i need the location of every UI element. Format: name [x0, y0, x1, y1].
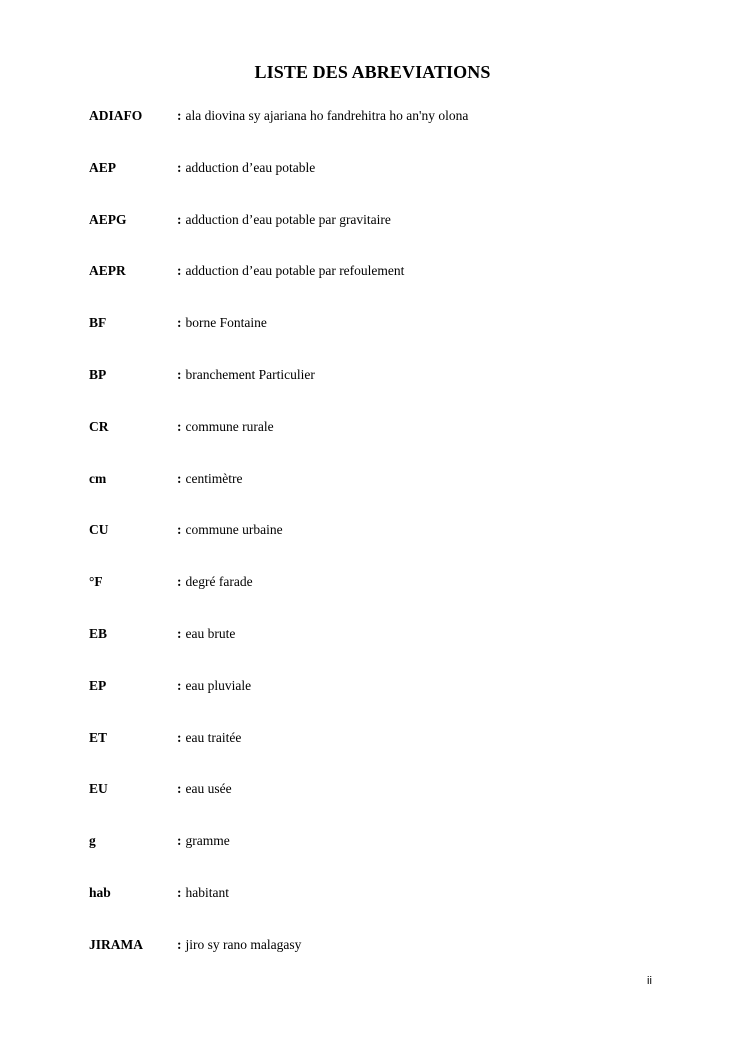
separator: :: [177, 833, 182, 849]
abbreviation-definition: commune urbaine: [185, 522, 283, 538]
abbreviation-term: EB: [89, 625, 108, 641]
abbreviation-term: cm: [89, 470, 107, 486]
abbreviation-row: [89, 159, 689, 211]
abbreviation-definition: adduction d’eau potable: [185, 159, 316, 175]
abbreviation-row: [89, 625, 689, 677]
abbreviation-row: [89, 521, 689, 573]
separator: :: [177, 470, 182, 486]
abbreviation-term: ADIAFO: [89, 108, 143, 123]
abbreviation-definition: adduction d’eau potable par gravitaire: [185, 211, 391, 227]
separator: :: [177, 625, 182, 641]
abbreviation-row: [89, 107, 689, 159]
abbreviation-row: [89, 314, 689, 366]
separator: :: [177, 677, 182, 693]
abbreviation-row: [89, 262, 689, 314]
abbreviation-definition: jiro sy rano malagasy: [185, 936, 302, 952]
abbreviation-term: AEPR: [89, 263, 126, 279]
page-title: LISTE DES ABREVIATIONS: [254, 62, 491, 82]
separator: :: [177, 936, 182, 952]
abbreviation-row: [89, 470, 689, 522]
abbreviation-row: [89, 573, 689, 625]
abbreviation-term: AEPG: [89, 211, 127, 227]
separator: :: [177, 884, 182, 900]
abbreviation-definition: centimètre: [185, 470, 243, 486]
abbreviation-row: [89, 832, 689, 884]
abbreviation-row: [89, 211, 689, 263]
abbreviation-row: [89, 677, 689, 729]
abbreviation-definition: ala diovina sy ajariana ho fandrehitra ho an'ny olona: [185, 108, 469, 123]
separator: :: [177, 418, 182, 434]
abbreviation-definition: eau traitée: [185, 729, 242, 745]
abbreviation-definition: adduction d’eau potable par refoulement: [185, 263, 405, 279]
abbreviation-definition: borne Fontaine: [185, 315, 267, 331]
abbreviation-term: hab: [89, 884, 111, 900]
abbreviation-row: [89, 366, 689, 418]
abbreviation-term: JIRAMA: [89, 936, 143, 952]
abbreviation-term: EU: [89, 781, 108, 797]
abbreviation-definition: gramme: [185, 833, 230, 849]
separator: :: [177, 263, 182, 279]
abbreviation-row: [89, 418, 689, 470]
separator: :: [177, 315, 182, 331]
abbreviation-definition: degré farade: [185, 574, 253, 590]
separator: :: [177, 729, 182, 745]
abbreviation-term: BF: [89, 315, 107, 331]
separator: :: [177, 211, 182, 227]
abbreviation-definition: commune rurale: [185, 418, 274, 434]
abbreviation-row: [89, 936, 689, 988]
abbreviation-term: g: [89, 833, 96, 849]
separator: :: [177, 159, 182, 175]
abbreviation-list: [89, 107, 689, 988]
abbreviation-term: AEP: [89, 159, 116, 175]
abbreviation-definition: habitant: [185, 884, 229, 900]
abbreviation-row: [89, 780, 689, 832]
separator: :: [177, 522, 182, 538]
abbreviation-definition: eau usée: [185, 781, 232, 797]
abbreviation-definition: eau pluviale: [185, 677, 252, 693]
abbreviation-term: BP: [89, 366, 107, 382]
abbreviation-row: [89, 729, 689, 781]
abbreviation-definition: eau brute: [185, 625, 236, 641]
separator: :: [177, 574, 182, 590]
page-number: ii: [647, 975, 652, 987]
abbreviation-term: CU: [89, 522, 109, 538]
abbreviation-term: ET: [89, 729, 108, 745]
abbreviation-definition: branchement Particulier: [185, 366, 315, 382]
abbreviation-term: CR: [89, 418, 109, 434]
separator: :: [177, 108, 182, 123]
abbreviation-term: °F: [89, 574, 103, 590]
abbreviation-term: EP: [89, 677, 107, 693]
separator: :: [177, 366, 182, 382]
abbreviation-row: [89, 884, 689, 936]
separator: :: [177, 781, 182, 797]
